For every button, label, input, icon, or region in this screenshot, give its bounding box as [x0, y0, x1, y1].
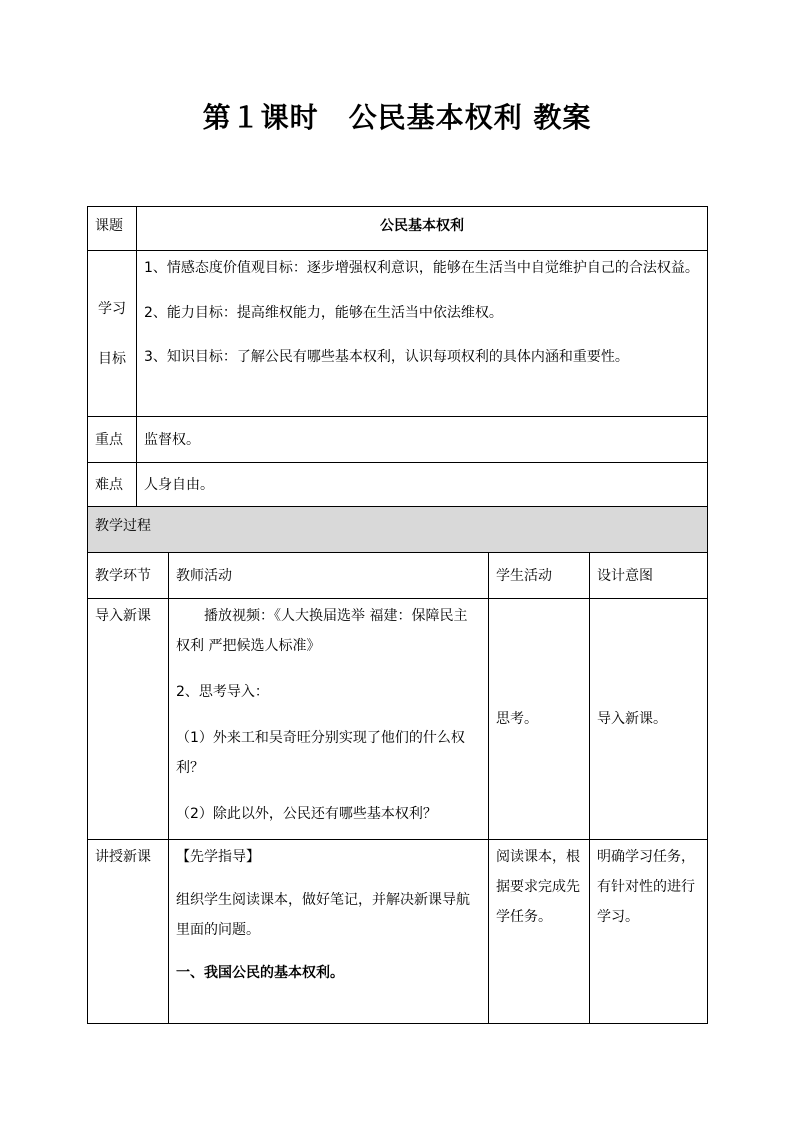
goals-row [88, 251, 708, 417]
stage-cell: 讲授新课 [88, 840, 169, 1024]
teacher-activity-cell [169, 599, 489, 840]
topic-row [88, 207, 708, 251]
difficult-label: 难点 [88, 463, 137, 507]
table-row [88, 840, 708, 1024]
topic-label: 课题 [88, 207, 137, 251]
col-header-teacher: 教师活动 [169, 553, 489, 599]
difficult-row [88, 463, 708, 507]
goals-content [137, 251, 708, 417]
goal-item: 3、知识目标：了解公民有哪些基本权利，认识每项权利的具体内涵和重要性。 [144, 349, 629, 365]
stage-cell: 导入新课 [88, 599, 169, 840]
column-header-row [88, 553, 708, 599]
teacher-activity-line: 【先学指导】 [176, 849, 260, 865]
goal-item: 1、情感态度价值观目标：逐步增强权利意识，能够在生活当中自觉维护自己的合法权益。 [144, 260, 699, 276]
design-intent-cell: 导入新课。 [590, 599, 708, 840]
col-header-student: 学生活动 [489, 553, 590, 599]
key-value: 监督权。 [137, 417, 708, 463]
title-lesson: 第１课时 [202, 101, 319, 134]
difficult-value: 人身自由。 [137, 463, 708, 507]
goals-label-line1: 学习 [98, 300, 126, 317]
teacher-activity-line: 组织学生阅读课本，做好笔记，并解决新课导航里面的问题。 [176, 892, 470, 938]
title-subject: 公民基本权利 教案 [348, 101, 592, 134]
student-activity-cell: 思考。 [489, 599, 590, 840]
col-header-intent: 设计意图 [590, 553, 708, 599]
teacher-activity-line: 播放视频：《人大换届选举 福建：保障民主权利 严把候选人标准》 [176, 608, 468, 654]
teacher-activity-cell [169, 840, 489, 1024]
teacher-activity-line: （2）除此以外，公民还有哪些基本权利？ [176, 806, 437, 822]
key-row [88, 417, 708, 463]
lesson-plan-table [87, 206, 708, 1024]
col-header-stage: 教学环节 [88, 553, 169, 599]
table-row [88, 599, 708, 840]
page-title [0, 98, 794, 138]
teacher-activity-line: （1）外来工和吴奇旺分别实现了他们的什么权利？ [176, 730, 465, 776]
process-header: 教学过程 [88, 507, 708, 553]
key-label: 重点 [88, 417, 137, 463]
teacher-activity-line: 2、思考导入： [176, 684, 269, 700]
process-header-row [88, 507, 708, 553]
goals-label-line2: 目标 [98, 350, 126, 367]
goal-item: 2、能力目标：提高维权能力，能够在生活当中依法维权。 [144, 305, 503, 321]
topic-value: 公民基本权利 [137, 207, 708, 251]
teacher-activity-line: 一、我国公民的基本权利。 [176, 965, 344, 981]
student-activity-cell: 阅读课本，根据要求完成先学任务。 [489, 840, 590, 1024]
goals-label [88, 251, 137, 417]
design-intent-cell: 明确学习任务，有针对性的进行学习。 [590, 840, 708, 1024]
